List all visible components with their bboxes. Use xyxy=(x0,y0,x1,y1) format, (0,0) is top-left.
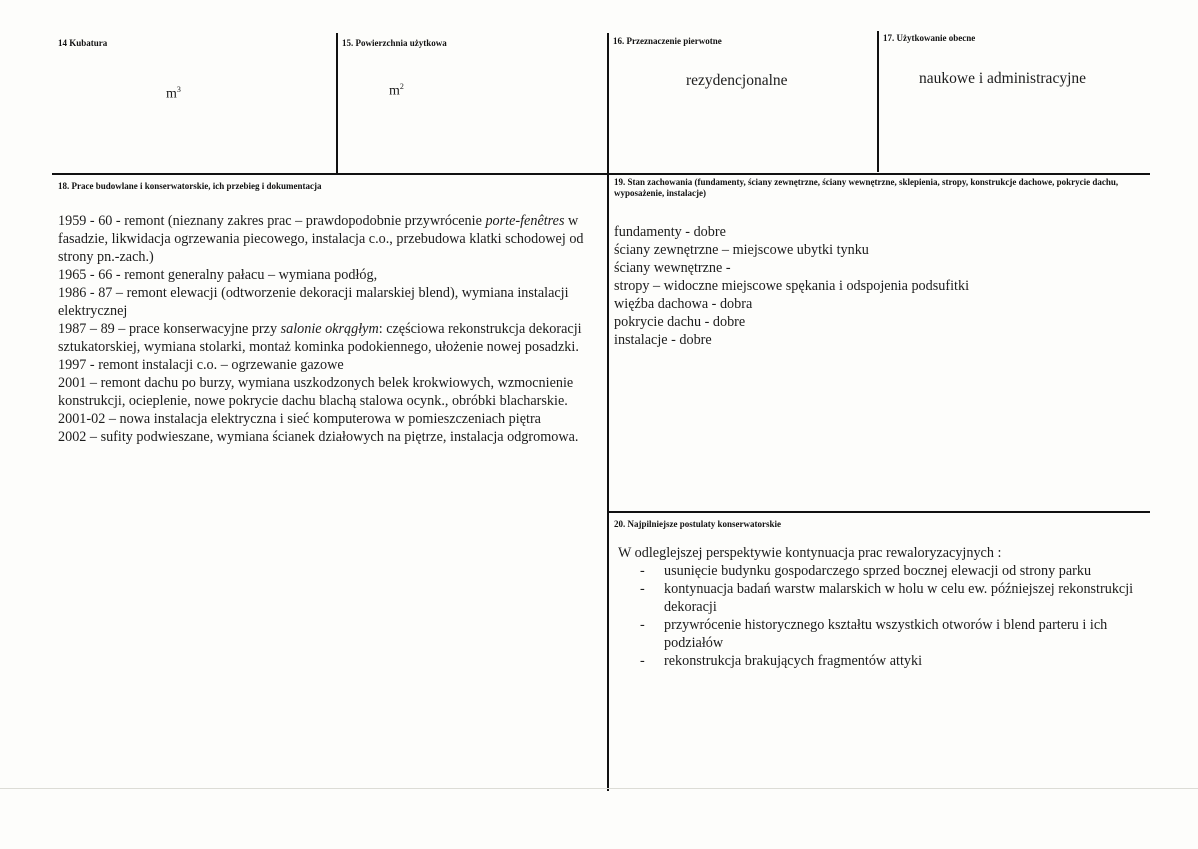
vline-1 xyxy=(336,33,338,174)
field-15-unit xyxy=(389,82,404,100)
list-item: - kontynuacja badań warstw malarskich w holu w celu ew. późniejszej rekonstrukcji dekoracji xyxy=(640,581,1134,615)
list-item: - usunięcie budynku gospodarczego sprzed bocznej elewacji od strony parku xyxy=(640,563,1092,579)
condition-item: ściany zewnętrzne – miejscowe ubytki tynku xyxy=(614,242,869,258)
condition-item: stropy – widoczne miejscowe spękania i odspojenia podsufitki xyxy=(614,278,970,294)
field-16-label: 16. Przeznaczenie pierwotne xyxy=(613,36,722,46)
condition-item: więźba dachowa - dobra xyxy=(614,296,753,312)
field-14-unit xyxy=(166,85,181,103)
work-entry-2001-02: 2001-02 – nowa instalacja elektryczna i sieć komputerowa w pomieszczeniach piętra xyxy=(58,411,541,427)
field-19-label: 19. Stan zachowania (fundamenty, ściany zewnętrzne, ściany wewnętrzne, sklepienia, stropy, konstrukcje dachowe, pokrycie dachu, wyposażenie, instalacje) xyxy=(614,177,1119,198)
postulate-list xyxy=(618,562,1143,670)
unit-exponent: 3 xyxy=(176,85,181,94)
field-17-label: 17. Użytkowanie obecne xyxy=(883,33,976,43)
hline-top xyxy=(52,173,1150,175)
condition-item: ściany wewnętrzne - xyxy=(614,260,731,276)
field-17-value: naukowe i administracyjne xyxy=(919,70,1087,87)
field-14-label: 14 Kubatura xyxy=(58,38,108,48)
work-entry-1987: 1987 – 89 – prace konserwacyjne przy salonie okrągłym: częściowa rekonstrukcja dekoracji sztukatorskiej, wymiana stolarki, montaż kominka podokiennego, ułożenie nowej posadzki. xyxy=(58,321,582,355)
work-entry-2001: 2001 – remont dachu po burzy, wymiana uszkodzonych belek krokwiowych, wzmocnienie konstrukcji, ocieplenie, nowe pokrycie dachu blachą stalowa ocynk., obróbki blacharskie. xyxy=(58,375,574,409)
list-item: - rekonstrukcja brakujących fragmentów attyki xyxy=(640,653,923,669)
vline-3 xyxy=(877,31,879,172)
list-item: - przywrócenie historycznego kształtu wszystkich otworów i blend parteru i ich podziałów xyxy=(640,617,1108,651)
field-15-label: 15. Powierzchnia użytkowa xyxy=(342,38,447,48)
work-entry-1959: 1959 - 60 - remont (nieznany zakres prac – prawdopodobnie przywrócenie porte-fenêtres w fasadzie, likwidacja ogrzewania piecowego, instalacja c.o., przebudowa klatki schodowej od strony pn.-zach.) xyxy=(58,213,584,265)
work-entry-2002: 2002 – sufity podwieszane, wymiana ścianek działowych na piętrze, instalacja odgromowa. xyxy=(58,429,579,445)
field-18-content xyxy=(58,212,598,446)
condition-item: fundamenty - dobre xyxy=(614,224,726,240)
unit-base: m xyxy=(389,83,400,99)
postulate-intro: W odleglejszej perspektywie kontynuacja prac rewaloryzacyjnych : xyxy=(618,545,1002,561)
work-entry-1986: 1986 - 87 – remont elewacji (odtworzenie dekoracji malarskiej blend), wymiana instalacji elektrycznej xyxy=(58,285,569,319)
field-20-label: 20. Najpilniejsze postulaty konserwatorskie xyxy=(614,519,781,529)
field-19-content xyxy=(614,223,1144,349)
condition-item: instalacje - dobre xyxy=(614,332,712,348)
unit-base: m xyxy=(166,86,177,102)
unit-exponent: 2 xyxy=(399,82,404,91)
page-bottom-edge xyxy=(0,788,1198,789)
condition-item: pokrycie dachu - dobre xyxy=(614,314,746,330)
work-entry-1965: 1965 - 66 - remont generalny pałacu – wymiana podłóg, xyxy=(58,267,378,283)
field-18-label: 18. Prace budowlane i konserwatorskie, ich przebieg i dokumentacja xyxy=(58,181,322,191)
field-20-content xyxy=(618,544,1143,670)
vline-2 xyxy=(607,33,609,791)
hline-mid xyxy=(609,511,1150,513)
work-entry-1997: 1997 - remont instalacji c.o. – ogrzewanie gazowe xyxy=(58,357,344,373)
field-16-value: rezydencjonalne xyxy=(686,72,788,89)
